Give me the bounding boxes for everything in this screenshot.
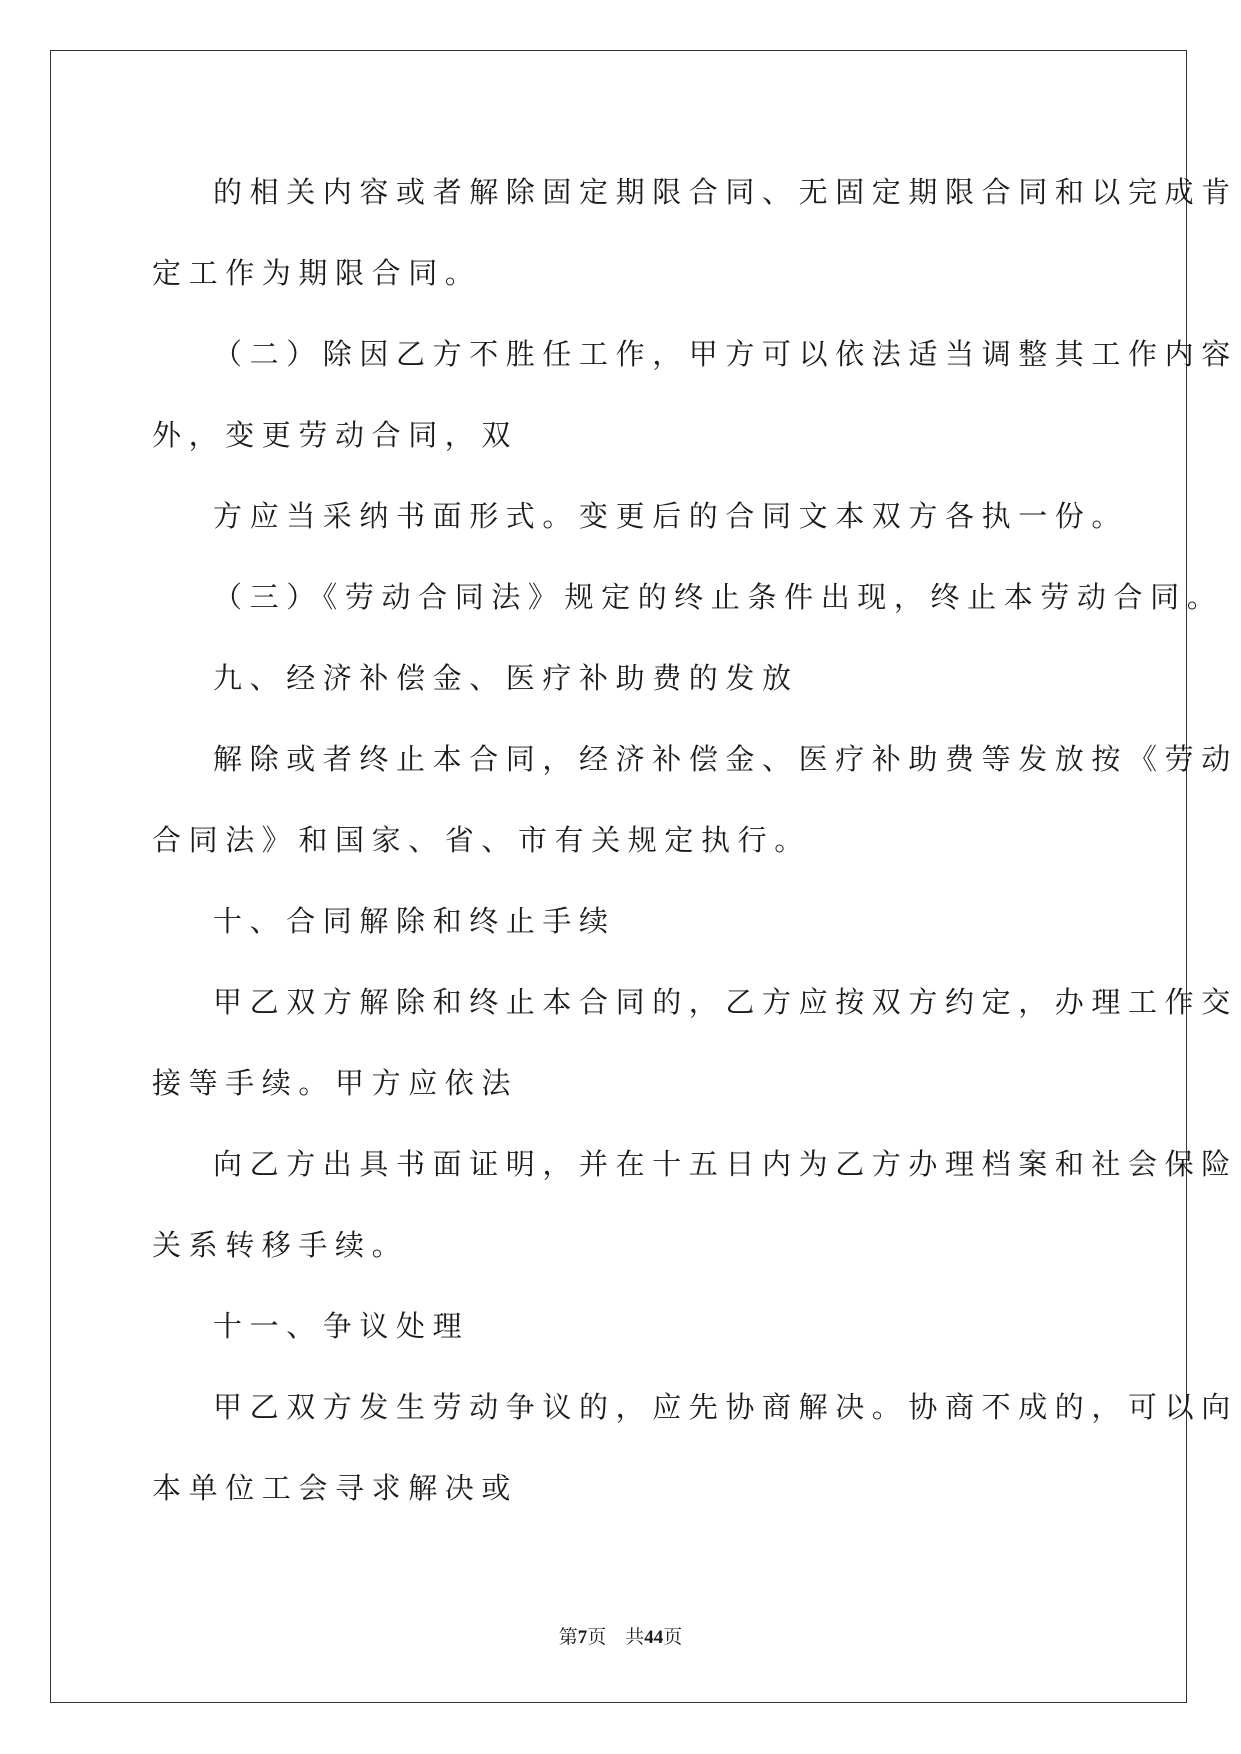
total-suffix: 页: [663, 1627, 683, 1648]
text-line: 定工作为期限合同。: [152, 256, 482, 290]
text-line: 本单位工会寻求解决或: [152, 1471, 519, 1505]
text-line: 的相关内容或者解除固定期限合同、无固定期限合同和以完成肯: [213, 175, 1238, 209]
text-line: 接等手续。甲方应依法: [152, 1066, 519, 1100]
total-prefix: 共: [625, 1627, 645, 1648]
text-line: 解除或者终止本合同，经济补偿金、医疗补助费等发放按《劳动: [213, 742, 1238, 776]
page-number: 7: [577, 1627, 588, 1648]
text-line: 甲乙双方发生劳动争议的，应先协商解决。协商不成的，可以向: [213, 1390, 1238, 1424]
text-line: （二）除因乙方不胜任工作，甲方可以依法适当调整其工作内容: [213, 337, 1238, 371]
page-suffix: 页: [587, 1627, 607, 1648]
page-prefix: 第: [558, 1627, 578, 1648]
section-heading: 十、合同解除和终止手续: [213, 904, 616, 938]
section-heading: 十一、争议处理: [213, 1309, 470, 1343]
text-line: 关系转移手续。: [152, 1228, 409, 1262]
total-pages: 44: [644, 1627, 664, 1648]
page-footer: [0, 1626, 1241, 1650]
page-border: [50, 50, 1187, 1703]
section-heading: 九、经济补偿金、医疗补助费的发放: [213, 661, 799, 695]
text-line: 合同法》和国家、省、市有关规定执行。: [152, 823, 811, 857]
text-line: 甲乙双方解除和终止本合同的，乙方应按双方约定，办理工作交: [213, 985, 1238, 1019]
text-line: 外，变更劳动合同，双: [152, 418, 519, 452]
text-line: （三）《劳动合同法》规定的终止条件出现，终止本劳动合同。: [213, 580, 1224, 614]
text-line: 向乙方出具书面证明，并在十五日内为乙方办理档案和社会保险: [213, 1147, 1238, 1181]
text-line: 方应当采纳书面形式。变更后的合同文本双方各执一份。: [213, 499, 1129, 533]
